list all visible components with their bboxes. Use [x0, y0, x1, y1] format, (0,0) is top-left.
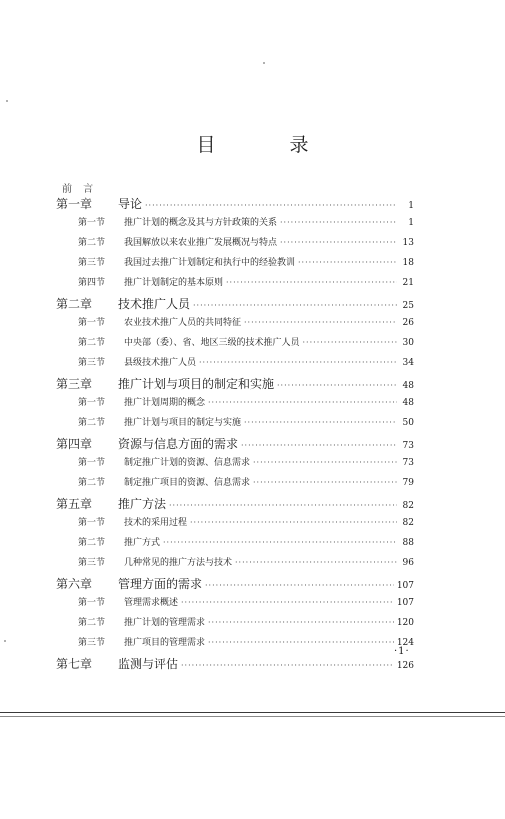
toc-entry-label: 第一节: [78, 518, 106, 528]
toc-entry-page: 21: [402, 278, 414, 288]
toc-leader-dots: [205, 581, 394, 590]
toc-entry-label: 第二节: [78, 338, 106, 348]
toc-entry-label: 第七章: [56, 657, 93, 671]
toc-entry-title: 推广计划与项目的制定与实施: [124, 418, 242, 428]
toc-entry-title: 我国解放以来农业推广发展概况与特点: [124, 238, 278, 248]
toc-entry-page: 82: [402, 518, 414, 528]
toc-entry-page: 13: [402, 238, 414, 248]
toc-entry-label: 第三节: [78, 558, 106, 568]
toc-section-entry: [56, 315, 414, 335]
toc-leader-dots: [193, 301, 397, 310]
toc-entry-label: 第三节: [78, 258, 106, 268]
toc-entry-title: 推广计划周期的概念: [124, 398, 206, 408]
toc-entry-page: 107: [396, 581, 414, 591]
toc-entry-page: 124: [396, 638, 414, 648]
bottom-rule: [0, 712, 505, 713]
toc-entry-label: 第三节: [78, 358, 106, 368]
toc-entry-page: 48: [402, 381, 414, 391]
toc-entry-label: 第二节: [78, 538, 106, 548]
toc-entry-label: 第四节: [78, 278, 106, 288]
toc-entry-title: 推广方式: [124, 538, 161, 548]
toc-entry-title: 制定推广项目的资源、信息需求: [124, 478, 251, 488]
toc-leader-dots: [169, 501, 397, 510]
toc-entry-page: 30: [402, 338, 414, 348]
toc-entry-page: 25: [402, 301, 414, 311]
toc-entry-page: 107: [396, 598, 414, 608]
toc-entry-title: 县级技术推广人员: [124, 358, 197, 368]
toc-leader-dots: [199, 358, 397, 367]
toc-entry-title: 推广计划的概念及其与方针政策的关系: [124, 218, 278, 228]
toc-entry-page: 126: [396, 661, 414, 671]
toc-section-entry: [56, 415, 414, 435]
page-number: ·1·: [394, 646, 410, 657]
toc-section-entry: [56, 615, 414, 635]
toc-entry-label: 第一节: [78, 318, 106, 328]
toc-leader-dots: [181, 661, 394, 670]
toc-entry-title: 推广项目的管理需求: [124, 638, 206, 648]
toc-leader-dots: [244, 318, 397, 327]
toc-section-entry: [56, 255, 414, 275]
toc-entry-title: 制定推广计划的资源、信息需求: [124, 458, 251, 468]
toc-entry-label: 第二节: [78, 238, 106, 248]
toc-leader-dots: [235, 558, 397, 567]
toc-entry-label: 第六章: [56, 577, 93, 591]
toc-entry-title: 导论: [118, 197, 143, 211]
table-of-contents: [56, 195, 414, 675]
toc-entry-page: 73: [402, 458, 414, 468]
toc-section-entry: [56, 455, 414, 475]
toc-leader-dots: [253, 478, 397, 487]
toc-entry-title: 推广方法: [118, 497, 167, 511]
toc-section-entry: [56, 515, 414, 535]
toc-entry-title: 推广计划的管理需求: [124, 618, 206, 628]
toc-leader-dots: [241, 441, 397, 450]
toc-entry-label: 第一节: [78, 458, 106, 468]
toc-section-entry: [56, 235, 414, 255]
preface-entry: 前 言: [62, 184, 98, 195]
toc-entry-title: 推广计划制定的基本原则: [124, 278, 224, 288]
scan-speck: [4, 640, 6, 642]
toc-section-entry: [56, 335, 414, 355]
toc-section-entry: [56, 355, 414, 375]
toc-entry-page: 79: [402, 478, 414, 488]
toc-leader-dots: [181, 598, 394, 607]
toc-entry-title: 技术的采用过程: [124, 518, 188, 528]
toc-section-entry: [56, 275, 414, 295]
toc-leader-dots: [280, 238, 397, 247]
toc-section-entry: [56, 635, 414, 655]
toc-entry-page: 34: [402, 358, 414, 368]
toc-leader-dots: [208, 638, 394, 647]
toc-entry-label: 第一节: [78, 218, 106, 228]
toc-leader-dots: [226, 278, 397, 287]
toc-entry-page: 96: [402, 558, 414, 568]
toc-leader-dots: [277, 381, 397, 390]
toc-chapter-entry: [56, 435, 414, 455]
toc-entry-page: 1: [408, 201, 414, 211]
toc-entry-title: 监测与评估: [118, 657, 179, 671]
toc-entry-page: 88: [402, 538, 414, 548]
toc-entry-title: 管理需求概述: [124, 598, 179, 608]
toc-section-entry: [56, 215, 414, 235]
toc-leader-dots: [163, 538, 397, 547]
toc-entry-label: 第一章: [56, 197, 93, 211]
toc-entry-label: 第一节: [78, 598, 106, 608]
toc-entry-page: 26: [402, 318, 414, 328]
toc-entry-title: 资源与信息方面的需求: [118, 437, 239, 451]
toc-section-entry: [56, 395, 414, 415]
toc-entry-label: 第二节: [78, 478, 106, 488]
toc-entry-label: 第一节: [78, 398, 106, 408]
toc-leader-dots: [303, 338, 397, 347]
toc-leader-dots: [190, 518, 397, 527]
toc-entry-page: 50: [402, 418, 414, 428]
toc-section-entry: [56, 535, 414, 555]
toc-chapter-entry: [56, 575, 414, 595]
toc-chapter-entry: [56, 295, 414, 315]
toc-chapter-entry: [56, 655, 414, 675]
toc-entry-page: 120: [396, 618, 414, 628]
toc-entry-page: 1: [408, 218, 414, 228]
toc-entry-title: 我国过去推广计划制定和执行中的经验教训: [124, 258, 296, 268]
toc-entry-label: 第二章: [56, 297, 93, 311]
toc-leader-dots: [208, 618, 394, 627]
toc-entry-title: 农业技术推广人员的共同特征: [124, 318, 242, 328]
toc-entry-label: 第三章: [56, 377, 93, 391]
toc-entry-page: 18: [402, 258, 414, 268]
toc-chapter-entry: [56, 375, 414, 395]
toc-section-entry: [56, 595, 414, 615]
toc-entry-title: 中央部（委）、省、地区三级的技术推广人员: [124, 338, 300, 348]
toc-leader-dots: [298, 258, 397, 267]
toc-leader-dots: [280, 218, 397, 227]
bottom-rule-thin: [0, 716, 505, 717]
toc-entry-page: 82: [402, 501, 414, 511]
toc-leader-dots: [145, 201, 397, 210]
toc-entry-label: 第三节: [78, 638, 106, 648]
toc-leader-dots: [253, 458, 397, 467]
scan-speck: [263, 62, 265, 64]
toc-entry-title: 管理方面的需求: [118, 577, 203, 591]
toc-entry-label: 第二节: [78, 618, 106, 628]
toc-leader-dots: [208, 398, 397, 407]
toc-entry-page: 73: [402, 441, 414, 451]
toc-entry-label: 第五章: [56, 497, 93, 511]
toc-entry-page: 48: [402, 398, 414, 408]
toc-chapter-entry: [56, 195, 414, 215]
toc-entry-title: 推广计划与项目的制定和实施: [118, 377, 275, 391]
toc-chapter-entry: [56, 495, 414, 515]
toc-entry-label: 第二节: [78, 418, 106, 428]
scan-speck: [6, 100, 8, 102]
toc-entry-title: 技术推广人员: [118, 297, 191, 311]
page-title: 目 录: [196, 134, 343, 156]
toc-entry-title: 几种常见的推广方法与技术: [124, 558, 233, 568]
toc-leader-dots: [244, 418, 397, 427]
toc-section-entry: [56, 555, 414, 575]
toc-section-entry: [56, 475, 414, 495]
toc-entry-label: 第四章: [56, 437, 93, 451]
